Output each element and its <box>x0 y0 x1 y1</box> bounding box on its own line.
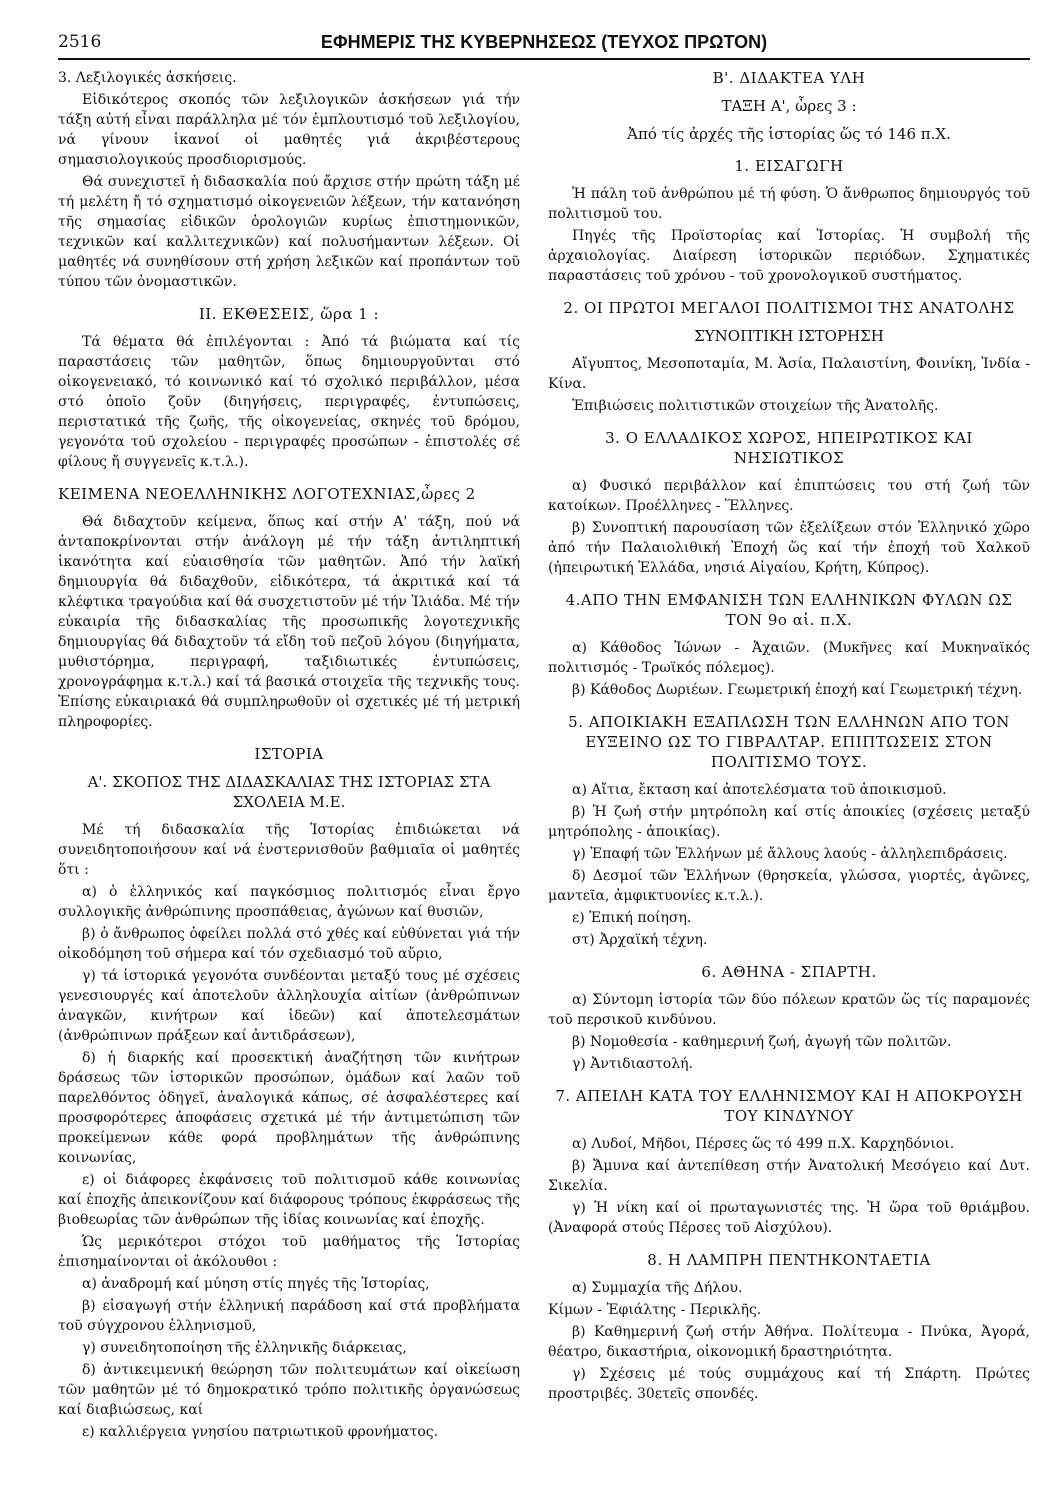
paragraph: Ἐπιβιώσεις πολιτιστικῶν στοιχείων τῆς Ἀνατολῆς. <box>572 398 939 414</box>
list-item: β) Καθημερινή ζωή στήν Ἀθήνα. Πολίτευμα - Πνύκα, Ἀγορά, θέατρο, δικαστήρια, οἰκονομική δραστηριότητα. <box>548 1324 1030 1360</box>
list-item: α) Αἴτια, ἔκταση καί ἀποτελέσματα τοῦ ἀποικισμοῦ. <box>572 782 947 798</box>
class-heading: ΤΑΞΗ Α', ὧρες 3 : <box>721 97 857 115</box>
list-item: γ) Ἡ νίκη καί οἱ πρωταγωνιστές της. Ἡ ὥρα τοῦ θριάμβου. (Ἀναφορά στούς Πέρσες τοῦ Αἰσχύλου). <box>548 1200 1030 1236</box>
list-item: δ) ἡ διαρκής καί προσεκτική ἀναζήτηση τῶν κινήτρων δράσεως τῶν ἱστορικῶν προσώπων, ὁμάδων καί λαῶν τοῦ παρελθόντος ὁδηγεῖ, ἀναλογικά κάπως, σέ ἀσφαλέστερες καί προσφορότερες ἀποφάσεις σχετικά μέ τήν ἀντιμετώπιση τῶν προκείμενων κάθε φορά προβλημάτων τῆς ἀνθρώπινης κοινωνίας, <box>58 1050 520 1166</box>
list-item: στ) Ἀρχαϊκή τέχνη. <box>572 932 708 948</box>
section-heading: Β'. ΔΙΔΑΚΤΕΑ ΥΛΗ <box>712 69 866 87</box>
list-item: β) ὁ ἄνθρωπος ὀφείλει πολλά στό χθές καί εὐθύνεται γιά τήν οἰκοδόμηση τοῦ σήμερα καί τόν σχεδιασμό τοῦ αὔριο, <box>58 926 520 962</box>
list-item: ε) καλλιέργεια γνησίου πατριωτικοῦ φρονήματος. <box>82 1424 439 1440</box>
paragraph: Τά θέματα θά ἐπιλέγονται : Ἀπό τά βιώματα καί τίς παραστάσεις τῶν μαθητῶν, ὅπως δημιουργοῦνται στό οἰκογενειακό, τό κοινωνικό καί τό σχολικό περιβάλλον, μέσα στό ὁποῖο ζοῦν (διηγήσεις, περιγραφές, ἐντυπώσεις, περιστατικά τῆς ζωῆς, τῆς οἰκογενείας, σκηνές τοῦ δρόμου, γεγονότα τοῦ σχολείου - περιγραφές προσώπων - ἐπιστολές σέ φίλους ἤ συγγενεῖς κ.τ.λ.). <box>58 334 520 470</box>
chapter-subheading: ΣΥΝΟΠΤΙΚΗ ΙΣΤΟΡΗΣΗ <box>694 327 884 345</box>
list-item: δ) Δεσμοί τῶν Ἑλλήνων (θρησκεία, γλώσσα, γιορτές, ἀγῶνες, μαντεῖα, ἀμφικτυονίες κ.τ.λ.). <box>548 868 1030 904</box>
list-item: ε) Ἐπική ποίηση. <box>572 910 692 926</box>
list-item: α) Σύντομη ἱστορία τῶν δύο πόλεων κρατῶν ὥς τίς παραμονές τοῦ περσικοῦ κινδύνου. <box>548 992 1030 1028</box>
chapter-heading: 4.ΑΠΟ ΤΗΝ ΕΜΦΑΝΙΣΗ ΤΩΝ ΕΛΛΗΝΙΚΩΝ ΦΥΛΩΝ ΩΣ ΤΟΝ 9ο αἰ. π.Χ. <box>565 591 1013 629</box>
paragraph: Ἡ πάλη τοῦ ἀνθρώπου μέ τή φύση. Ὁ ἄνθρωπος δημιουργός τοῦ πολιτισμοῦ του. <box>548 186 1030 222</box>
page-number: 2516 <box>58 32 102 52</box>
chapter-heading: 5. ΑΠΟΙΚΙΑΚΗ ΕΞΑΠΛΩΣΗ ΤΩΝ ΕΛΛΗΝΩΝ ΑΠΟ ΤΟΝ ΕΥΞΕΙΝΟ ΩΣ ΤΟ ΓΙΒΡΑΛΤΑΡ. ΕΠΙΠΤΩΣΕΙΣ ΣΤΟΝ ΠΟΛΙΤΙΣΜΟ ΤΟΥΣ. <box>568 713 1010 771</box>
section-heading: ΚΕΙΜΕΝΑ ΝΕΟΕΛΛΗΝΙΚΗΣ ΛΟΓΟΤΕΧΝΙΑΣ,ὧρες 2 <box>58 485 476 503</box>
list-item: β) Ἡ ζωή στήν μητρόπολη καί στίς ἀποικίες (σχέσεις μεταξύ μητρόπολης - ἀποικίας). <box>548 804 1030 840</box>
list-item: α) Συμμαχία τῆς Δήλου. <box>572 1280 743 1296</box>
list-item: β) Κάθοδος Δωριέων. Γεωμετρική ἐποχή καί Γεωμετρική τέχνη. <box>572 682 1023 698</box>
paragraph: Θά συνεχιστεῖ ἡ διδασκαλία πού ἄρχισε στήν πρώτη τάξη μέ τή μελέτη ἤ τό σχηματισμό οἰκογενειῶν λέξεων, τήν κατανόηση τῆς σημασίας εἰδικῶν ὁρολογιῶν κυρίως ἐπιστημονικῶν, τεχνικῶν καί καλλιτεχνικῶν) καί πολυσήμαντων λέξεων. Οἱ μαθητές νά συνηθίσουν στή χρήση λεξικῶν καί προπάντων τοῦ τύπου τῶν ὀνομαστικῶν. <box>58 174 520 290</box>
chapter-heading: 2. ΟΙ ΠΡΩΤΟΙ ΜΕΓΑΛΟΙ ΠΟΛΙΤΙΣΜΟΙ ΤΗΣ ΑΝΑΤΟΛΗΣ <box>563 299 1015 317</box>
paragraph: Μέ τή διδασκαλία τῆς Ἱστορίας ἐπιδιώκεται νά συνειδητοποιήσουν καί νά ἐνστερνισθοῦν βαθμιαῖα οἱ μαθητές ὅτι : <box>58 822 520 878</box>
chapter-heading: 1. ΕΙΣΑΓΩΓΗ <box>734 157 844 175</box>
list-item: α) ἀναδρομή καί μύηση στίς πηγές τῆς Ἱστορίας, <box>82 1276 430 1292</box>
list-item: ε) οἱ διάφορες ἐκφάνσεις τοῦ πολιτισμοῦ κάθε κοινωνίας καί ἐποχῆς ἀπεικονίζουν καί διάφορους τρόπους ἐκφράσεως τῆς βιοθεωρίας τῶν ἀνθρώπων τῆς ἰδίας κοινωνίας καί ἐποχῆς. <box>58 1172 520 1228</box>
period-range: Ἀπό τίς ἀρχές τῆς ἱστορίας ὥς τό 146 π.Χ. <box>627 125 951 143</box>
section-heading: ΙΙ. ΕΚΘΕΣΕΙΣ, ὥρα 1 : <box>198 305 380 323</box>
list-item: α) ὁ ἑλληνικός καί παγκόσμιος πολιτισμός εἶναι ἔργο συλλογικῆς ἀνθρώπινης προσπάθειας, ἀγώνων καί θυσιῶν, <box>58 884 520 920</box>
right-column <box>548 68 1030 1406</box>
list-item: γ) τά ἱστορικά γεγονότα συνδέονται μεταξύ τους μέ σχέσεις γενεσιουργές καί ἀποτελοῦν ἀλληλουχία αἰτίων (ἀνθρώπινων ἀναγκῶν, κινήτρων καί ἰδεῶν) καί ἀποτελεσμάτων (ἀνθρώπινων πράξεων καί ἀντιδράσεων), <box>58 968 520 1044</box>
chapter-heading: 3. Ο ΕΛΛΑΔΙΚΟΣ ΧΩΡΟΣ, ΗΠΕΙΡΩΤΙΚΟΣ ΚΑΙ ΝΗΣΙΩΤΙΚΟΣ <box>605 429 973 467</box>
list-item: γ) Ἀντιδιαστολή. <box>572 1056 693 1072</box>
list-item: δ) ἀντικειμενική θεώρηση τῶν πολιτευμάτων καί οἰκείωση τῶν μαθητῶν μέ τό δημοκρατικό τρόπο πολιτικῆς ὀργανώσεως καί διαβιώσεως, καί <box>58 1362 520 1418</box>
list-item: α) Κάθοδος Ἰώνων - Ἀχαιῶν. (Μυκῆνες καί Μυκηναϊκός πολιτισμός - Τρωϊκός πόλεμος). <box>548 640 1030 676</box>
list-item: γ) συνειδητοποίηση τῆς ἑλληνικῆς διάρκειας, <box>82 1340 407 1356</box>
paragraph: Εἰδικότερος σκοπός τῶν λεξιλογικῶν ἀσκήσεων γιά τήν τάξη αὐτή εἶναι παράλληλα μέ τόν ἐμπλουτισμό τοῦ λεξιλογίου, νά γίνουν ἱκανοί οἱ μαθητές γιά ἀκριβέστερους σημασιολογικούς προσδιορισμούς. <box>58 92 520 168</box>
section-heading: ΙΣΤΟΡΙΑ <box>254 745 324 763</box>
chapter-heading: 7. ΑΠΕΙΛΗ ΚΑΤΑ ΤΟΥ ΕΛΛΗΝΙΣΜΟΥ ΚΑΙ Η ΑΠΟΚΡΟΥΣΗ ΤΟΥ ΚΙΝΔΥΝΟΥ <box>555 1087 1023 1125</box>
chapter-heading: 6. ΑΘΗΝΑ - ΣΠΑΡΤΗ. <box>701 963 877 981</box>
paragraph: Αἴγυπτος, Μεσοποταμία, Μ. Ἀσία, Παλαιστίνη, Φοινίκη, Ἰνδία - Κίνα. <box>548 356 1030 392</box>
gazette-title: ΕΦΗΜΕΡΙΣ ΤΗΣ ΚΥΒΕΡΝΗΣΕΩΣ (ΤΕΥΧΟΣ ΠΡΩΤΟΝ) <box>320 32 768 52</box>
list-item: β) Νομοθεσία - καθημερινή ζωή, ἀγωγή τῶν πολιτῶν. <box>572 1034 952 1050</box>
list-item: β) Συνοπτική παρουσίαση τῶν ἐξελίξεων στόν Ἑλληνικό χῶρο ἀπό τήν Παλαιολιθική Ἐποχή ὥς καί τήν ἐποχή τοῦ Χαλκοῦ (ἠπειρωτική Ἑλλάδα, νησιά Αἰγαίου, Κρήτη, Κύπρος). <box>548 520 1030 576</box>
paragraph: Πηγές τῆς Προϊστορίας καί Ἱστορίας. Ἡ συμβολή τῆς ἀρχαιολογίας. Διαίρεση ἱστορικῶν περιόδων. Σχηματικές παραστάσεις τοῦ χρόνου - τοῦ χρονολογικοῦ συστήματος. <box>548 228 1030 284</box>
list-item: γ) Σχέσεις μέ τούς συμμάχους καί τή Σπάρτη. Πρώτες προστριβές. 30ετεῖς σπονδές. <box>548 1366 1030 1402</box>
paragraph: Θά διδαχτοῦν κείμενα, ὅπως καί στήν Α' τάξη, πού νά ἀνταποκρίνονται στήν ἀνάλογη μέ τήν τάξη ἀντιληπτική ἱκανότητα καί εὐαισθησία τῶν μαθητῶν. Ἀπό τήν λαϊκή δημιουργία θά διδαχθοῦν, εἰδικότερα, τά ἀκριτικά καί τά κλέφτικα τραγούδια καί θά συσχετιστοῦν μέ τήν Ἰλιάδα. Μέ τήν εὐκαιρία τῆς διδασκαλίας τῆς προσωπικῆς λογοτεχνικῆς δημιουργίας θά διδαχτοῦν τά εἴδη τοῦ πεζοῦ λόγου (διηγήματα, μυθιστόρημα, περιγραφή, ταξιδιωτικές ἐντυπώσεις, χρονογράφημα κ.τ.λ.) καί τά βασικά στοιχεῖα τῆς τεχνικῆς τους. Ἐπίσης εὐκαιριακά θά συμπληρωθοῦν οἱ σχετικές μέ τή μετρική πληροφορίες. <box>58 514 520 730</box>
section-subheading: Α'. ΣΚΟΠΟΣ ΤΗΣ ΔΙΔΑΣΚΑΛΙΑΣ ΤΗΣ ΙΣΤΟΡΙΑΣ ΣΤΑ ΣΧΟΛΕΙΑ Μ.Ε. <box>87 773 491 811</box>
section-heading: 3. Λεξιλογικές ἀσκήσεις. <box>58 70 237 86</box>
list-item: α) Φυσικό περιβάλλον καί ἐπιπτώσεις του στή ζωή τῶν κατοίκων. Προέλληνες - Ἕλληνες. <box>548 478 1030 514</box>
page-header <box>58 28 1030 60</box>
list-item: γ) Ἐπαφή τῶν Ἑλλήνων μέ ἄλλους λαούς - ἀλληλεπιδράσεις. <box>572 846 1008 862</box>
list-item: α) Λυδοί, Μῆδοι, Πέρσες ὥς τό 499 π.Χ. Καρχηδόνιοι. <box>572 1136 955 1152</box>
list-item: Κίμων - Ἐφιάλτης - Περικλῆς. <box>548 1302 762 1318</box>
list-item: β) εἰσαγωγή στήν ἑλληνική παράδοση καί στά προβλήματα τοῦ σύγχρονου ἑλληνισμοῦ, <box>58 1298 520 1334</box>
chapter-heading: 8. Η ΛΑΜΠΡΗ ΠΕΝΤΗΚΟΝΤΑΕΤΙΑ <box>647 1251 931 1269</box>
list-item: β) Ἄμυνα καί ἀντεπίθεση στήν Ἀνατολική Μεσόγειο καί Δυτ. Σικελία. <box>548 1158 1030 1194</box>
paragraph: Ὡς μερικότεροι στόχοι τοῦ μαθήματος τῆς Ἱστορίας ἐπισημαίνονται οἱ ἀκόλουθοι : <box>58 1234 520 1270</box>
left-column <box>58 68 520 1444</box>
